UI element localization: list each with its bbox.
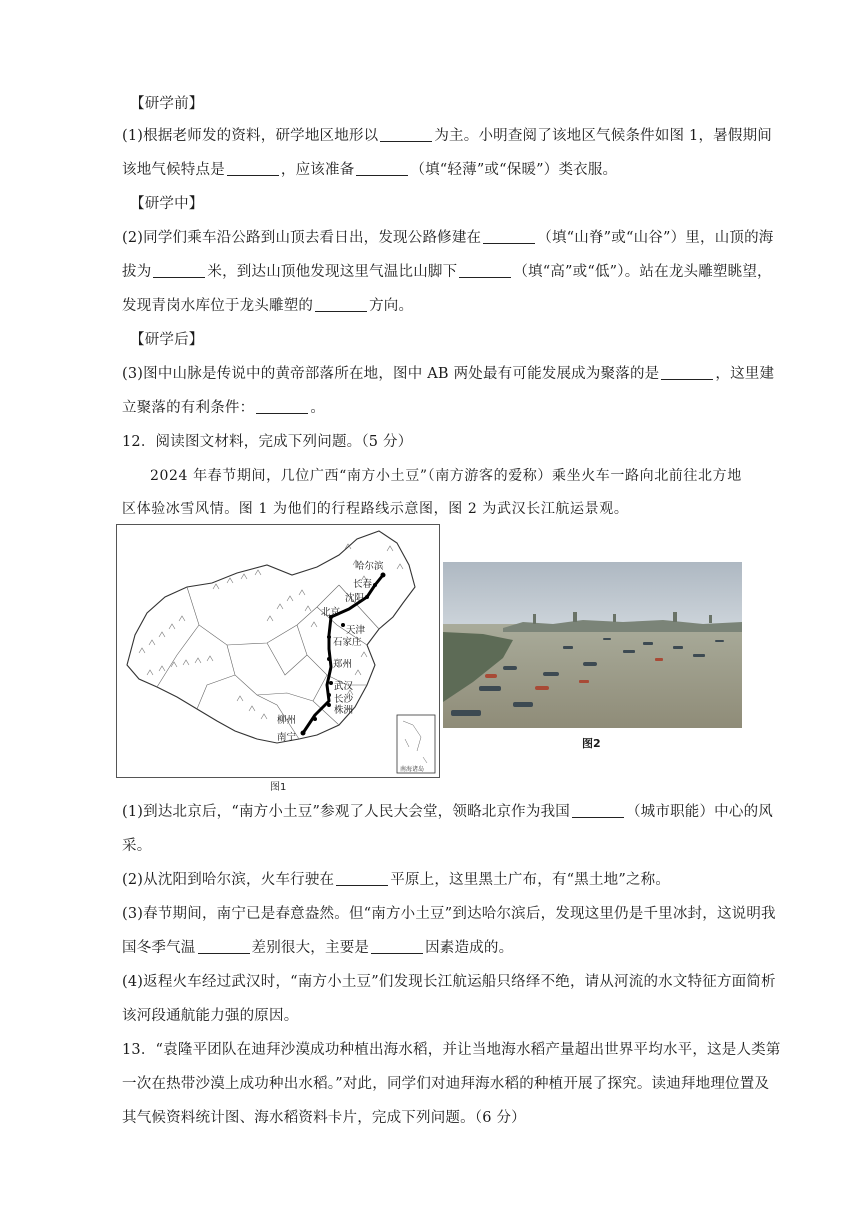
text: 立聚落的有利条件： <box>122 400 255 416</box>
question-1-line-2 <box>122 158 617 179</box>
question-13-line-1: 13．“袁隆平团队在迪拜沙漠成功种植出海水稻，并让当地海水稻产量超出世界平均水平，这是人类第 <box>122 1042 781 1058</box>
text: 发现青岗水库位于龙头雕塑的 <box>122 298 314 314</box>
city-label: 长沙 <box>334 694 354 705</box>
text: 拔为 <box>122 264 152 280</box>
city-label: 郑州 <box>333 659 353 670</box>
text: 该地气候特点是 <box>122 162 225 178</box>
question-12-4-line-1: (4)返程火车经过武汉时，“南方小土豆”们发现长江航运船只络绎不绝，请从河流的水文特征方面简析 <box>122 974 776 990</box>
text: 方向。 <box>369 298 414 314</box>
answer-blank[interactable] <box>371 939 423 954</box>
text: 差别很大，主要是 <box>251 940 370 956</box>
text: (2)从沈阳到哈尔滨，火车行驶在 <box>122 872 335 888</box>
city-label: 哈尔滨 <box>355 561 384 572</box>
city-label: 石家庄 <box>333 637 362 648</box>
answer-blank[interactable] <box>227 161 279 176</box>
text: （城市职能）中心的风 <box>625 804 773 820</box>
city-label: 沈阳 <box>345 593 365 604</box>
text: (1)根据老师发的资料，研学地区地形以 <box>122 128 379 144</box>
answer-blank[interactable] <box>336 871 388 886</box>
text: 国冬季气温 <box>122 940 196 956</box>
answer-blank[interactable] <box>356 161 408 176</box>
text: (2)同学们乘车沿公路到山顶去看日出，发现公路修建在 <box>122 230 482 246</box>
city-label: 武汉 <box>334 681 354 692</box>
text: ，这里建 <box>715 366 775 382</box>
text: (1)到达北京后，“南方小土豆”参观了人民大会堂，领略北京作为我国 <box>122 804 570 820</box>
question-12-2 <box>122 868 670 889</box>
city-label: 天津 <box>346 625 366 636</box>
answer-blank[interactable] <box>198 939 250 954</box>
text: 因素造成的。 <box>425 940 514 956</box>
route-map-figure <box>116 524 440 778</box>
question-12-intro-1: 2024 年春节期间，几位广西“南方小土豆”（南方游客的爱称）乘坐火车一路向北前往北方地 <box>150 468 742 484</box>
question-12-intro-2: 区体验冰雪风情。图 1 为他们的行程路线示意图，图 2 为武汉长江航运景观。 <box>122 501 629 517</box>
text: （填“山脊”或“山谷”）里，山顶的海 <box>537 230 774 246</box>
question-1-line-1 <box>122 124 772 145</box>
text: （填“高”或“低”）。站在龙头雕塑眺望， <box>513 264 772 280</box>
inset-label: 南海诸岛 <box>400 766 425 773</box>
answer-blank[interactable] <box>661 365 713 380</box>
question-3-line-2 <box>122 396 325 417</box>
question-13-line-3: 其气候资料统计图、海水稻资料卡片，完成下列问题。（6 分） <box>122 1110 526 1126</box>
figure-2-caption: 图2 <box>582 737 601 750</box>
text: (3)图中山脉是传说中的黄帝部落所在地，图中 AB 两处最有可能发展成为聚落的是 <box>122 366 660 382</box>
text: 米，到达山顶他发现这里气温比山脚下 <box>207 264 458 280</box>
question-12-4-line-2: 该河段通航能力强的原因。 <box>122 1008 299 1024</box>
text: （填“轻薄”或“保暖”）类衣服。 <box>410 162 618 178</box>
question-3-line-1 <box>122 362 774 383</box>
text: 。 <box>310 400 326 416</box>
city-label: 南宁 <box>277 732 297 743</box>
question-12-title: 12．阅读图文材料，完成下列问题。（5 分） <box>122 434 413 450</box>
question-12-3-line-1: (3)春节期间，南宁已是春意盎然。但“南方小土豆”到达哈尔滨后，发现这里仍是千里冰封，这说明我 <box>122 906 776 922</box>
question-2-line-1 <box>122 226 774 247</box>
answer-blank[interactable] <box>459 263 511 278</box>
text: 为主。小明查阅了该地区气候条件如图 1，暑假期间 <box>434 128 772 144</box>
answer-blank[interactable] <box>483 229 535 244</box>
city-label: 株洲 <box>334 705 354 716</box>
figure-1-caption: 图1 <box>270 782 287 793</box>
china-route-map <box>117 525 439 777</box>
section-before-heading: 【研学前】 <box>130 96 204 112</box>
river-photo <box>443 562 742 728</box>
answer-blank[interactable] <box>380 127 432 142</box>
section-during-heading: 【研学中】 <box>130 196 204 212</box>
city-label: 长春 <box>353 579 373 590</box>
answer-blank[interactable] <box>572 803 624 818</box>
answer-blank[interactable] <box>256 399 308 414</box>
question-12-3-line-2 <box>122 936 513 957</box>
text: ，应该准备 <box>280 162 355 178</box>
question-12-1-line-1 <box>122 800 773 821</box>
question-13-line-2: 一次在热带沙漠上成功种出水稻。”对此，同学们对迪拜海水稻的种植开展了探究。读迪拜地理位置及 <box>122 1076 770 1092</box>
section-after-heading: 【研学后】 <box>130 332 204 348</box>
city-label: 柳州 <box>277 715 297 726</box>
question-2-line-3 <box>122 294 413 315</box>
text: 平原上，这里黑土广布，有“黑土地”之称。 <box>390 872 671 888</box>
question-2-line-2 <box>122 260 772 281</box>
city-label: 北京 <box>321 607 341 618</box>
answer-blank[interactable] <box>315 297 367 312</box>
yangtze-shipping-photo <box>443 562 742 728</box>
answer-blank[interactable] <box>153 263 205 278</box>
question-12-1-line-2: 采。 <box>122 838 152 854</box>
